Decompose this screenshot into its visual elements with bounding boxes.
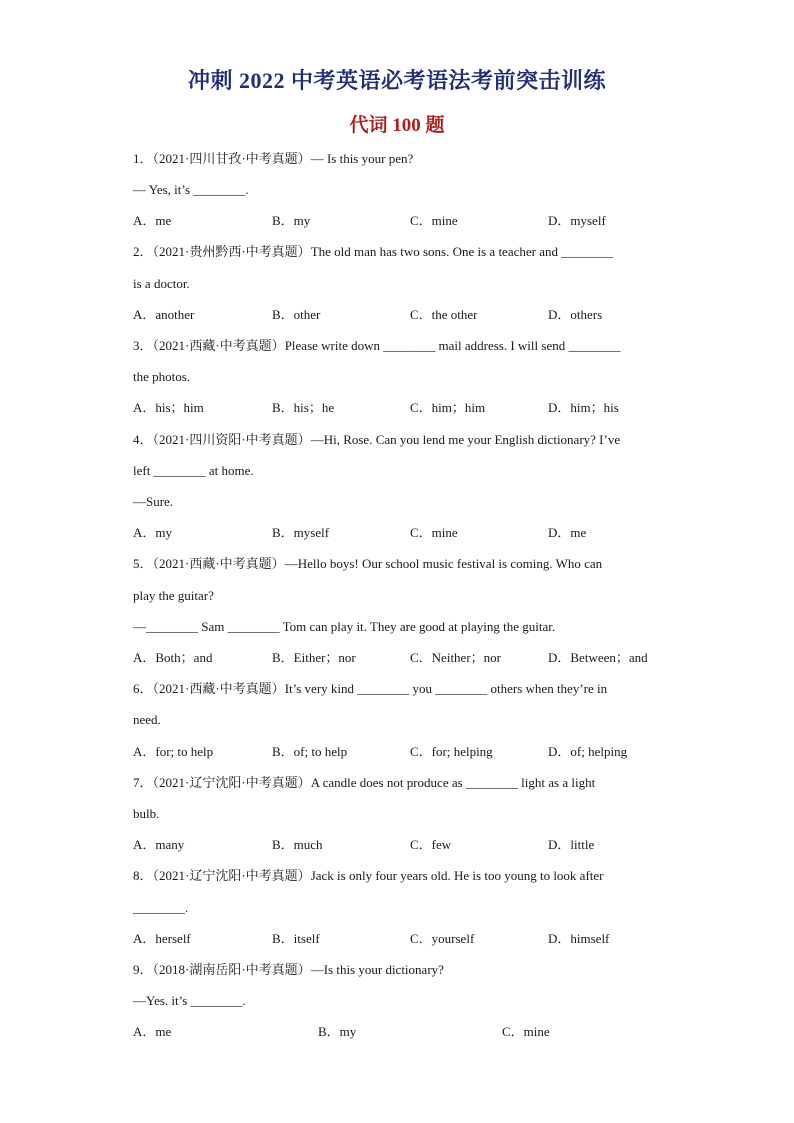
- question-number: 5．: [133, 556, 153, 571]
- question-6-option-b[interactable]: B．of; to help: [272, 744, 348, 759]
- question-1-option-c[interactable]: C．mine: [410, 213, 458, 228]
- question-6-stem: [133, 680, 607, 698]
- question-3-option-d[interactable]: D．him；his: [548, 400, 619, 415]
- question-3-stem: [133, 337, 620, 355]
- question-2-line: is a doctor.: [133, 276, 190, 291]
- question-number: 6．: [133, 681, 153, 696]
- question-8-line: ________.: [133, 900, 189, 915]
- question-3-option-c[interactable]: C．him；him: [410, 400, 486, 415]
- question-5-option-a[interactable]: A．Both；and: [133, 650, 213, 665]
- question-text: It’s very kind ________ you ________ others when they’re in: [284, 681, 608, 696]
- question-text: —Is this your dictionary?: [310, 962, 444, 977]
- question-4-stem: [133, 431, 620, 449]
- question-9-option-c[interactable]: C．mine: [502, 1024, 550, 1039]
- question-text: A candle does not produce as ________ light as a light: [310, 775, 596, 790]
- question-source: （2021·辽宁沈阳·中考真题）: [152, 868, 311, 883]
- question-5-line: —________ Sam ________ Tom can play it. They are good at playing the guitar.: [133, 619, 556, 634]
- question-9-option-b[interactable]: B．my: [318, 1024, 357, 1039]
- question-6-option-c[interactable]: C．for; helping: [410, 744, 493, 759]
- question-8-option-b[interactable]: B．itself: [272, 931, 320, 946]
- question-4-option-d[interactable]: D．me: [548, 525, 587, 540]
- question-source: （2021·辽宁沈阳·中考真题）: [152, 775, 311, 790]
- question-3-line: the photos.: [133, 369, 191, 384]
- question-2-stem: [133, 243, 613, 261]
- question-4-option-a[interactable]: A．my: [133, 525, 173, 540]
- question-8-stem: [133, 867, 604, 885]
- question-source: （2021·四川资阳·中考真题）: [152, 432, 311, 447]
- question-source: （2021·西藏·中考真题）: [152, 338, 285, 353]
- question-number: 3．: [133, 338, 153, 353]
- question-6-line: need.: [133, 712, 161, 727]
- question-number: 2．: [133, 244, 153, 259]
- question-text: —Hello boys! Our school music festival is coming. Who can: [284, 556, 603, 571]
- question-number: 4．: [133, 432, 153, 447]
- question-number: 1．: [133, 151, 153, 166]
- question-number: 8．: [133, 868, 153, 883]
- question-number: 9．: [133, 962, 153, 977]
- question-5-line: play the guitar?: [133, 588, 214, 603]
- question-8-option-a[interactable]: A．herself: [133, 931, 191, 946]
- question-4-option-b[interactable]: B．myself: [272, 525, 330, 540]
- question-source: （2018·湖南岳阳·中考真题）: [152, 962, 311, 977]
- question-8-option-c[interactable]: C．yourself: [410, 931, 475, 946]
- question-7-option-a[interactable]: A．many: [133, 837, 185, 852]
- question-source: （2021·贵州黔西·中考真题）: [152, 244, 311, 259]
- question-7-option-c[interactable]: C．few: [410, 837, 452, 852]
- question-6-option-d[interactable]: D．of; helping: [548, 744, 628, 759]
- question-2-option-b[interactable]: B．other: [272, 307, 321, 322]
- question-9-stem: [133, 961, 444, 979]
- question-9-line: —Yes. it’s ________.: [133, 993, 246, 1008]
- question-1-line: — Yes, it’s ________.: [133, 182, 249, 197]
- question-4-line: —Sure.: [133, 494, 174, 509]
- question-text: —Hi, Rose. Can you lend me your English dictionary? I’ve: [310, 432, 621, 447]
- question-5-option-b[interactable]: B．Either；nor: [272, 650, 356, 665]
- question-3-option-b[interactable]: B．his；he: [272, 400, 335, 415]
- question-5-option-d[interactable]: D．Between；and: [548, 650, 648, 665]
- question-source: （2021·西藏·中考真题）: [152, 556, 285, 571]
- question-7-option-d[interactable]: D．little: [548, 837, 595, 852]
- question-2-option-a[interactable]: A．another: [133, 307, 195, 322]
- question-source: （2021·西藏·中考真题）: [152, 681, 285, 696]
- question-text: Jack is only four years old. He is too young to look after: [310, 868, 604, 883]
- question-8-option-d[interactable]: D．himself: [548, 931, 610, 946]
- question-2-option-d[interactable]: D．others: [548, 307, 603, 322]
- page-subtitle: 代词 100 题: [349, 115, 445, 136]
- question-1-option-a[interactable]: A．me: [133, 213, 172, 228]
- question-2-option-c[interactable]: C．the other: [410, 307, 478, 322]
- question-7-stem: [133, 774, 595, 792]
- question-5-stem: [133, 555, 602, 573]
- question-text: The old man has two sons. One is a teacher and ________: [310, 244, 614, 259]
- question-9-option-a[interactable]: A．me: [133, 1024, 172, 1039]
- question-7-line: bulb.: [133, 806, 160, 821]
- question-5-option-c[interactable]: C．Neither；nor: [410, 650, 501, 665]
- question-1-option-d[interactable]: D．myself: [548, 213, 606, 228]
- question-1-option-b[interactable]: B．my: [272, 213, 311, 228]
- question-6-option-a[interactable]: A．for; to help: [133, 744, 214, 759]
- question-source: （2021·四川甘孜·中考真题）: [152, 151, 311, 166]
- question-3-option-a[interactable]: A．his；him: [133, 400, 204, 415]
- page-title: 冲刺 2022 中考英语必考语法考前突击训练: [187, 68, 606, 93]
- question-number: 7．: [133, 775, 153, 790]
- question-text: Please write down ________ mail address. I will send ________: [284, 338, 621, 353]
- question-1-stem: [133, 150, 413, 168]
- question-text: — Is this your pen?: [310, 151, 414, 166]
- question-7-option-b[interactable]: B．much: [272, 837, 323, 852]
- question-4-line: left ________ at home.: [133, 463, 254, 478]
- question-4-option-c[interactable]: C．mine: [410, 525, 458, 540]
